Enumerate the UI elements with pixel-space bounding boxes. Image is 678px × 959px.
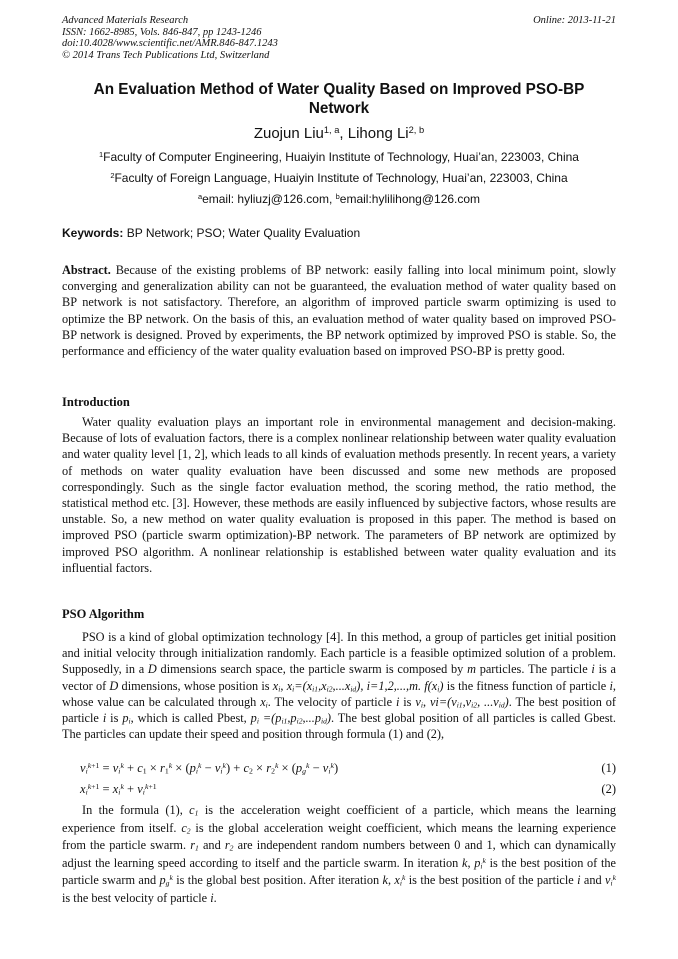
author-1-marks: 1, a bbox=[323, 124, 340, 135]
doi-line: doi:10.4028/www.scientific.net/AMR.846-847.1243 bbox=[62, 38, 278, 50]
keywords-label: Keywords: bbox=[62, 226, 124, 240]
email-a: email: hyliuzj@126.com, bbox=[202, 192, 336, 206]
equation-2-number: (2) bbox=[601, 782, 616, 796]
author-separator: , bbox=[339, 125, 348, 142]
introduction-paragraph: Water quality evaluation plays an important role in environmental management and decision-making. Because of lots of evaluation factors, there is a complex nonlinear relationship between water quality evaluation and water quality level [1, 2], which leads to all kinds of evaluation methods presently. In recent years, a variety of methods on water quality evaluation have been discussed and some new methods are proposed correspondingly. Such as the single factor evaluation method, the scoring method, the ratio method, the statistical method etc. [3]. However, these methods are easily influenced by subjective factors, whose results are unstable. So, a new method on water quality evaluation is proposed in this paper. The method is based on improved PSO (particle swarm optimization)-BP network. The parameters of BP network are optimized by improved PSO algorithm. A nonlinear relationship is established between water quality evaluation and its influential factors. bbox=[62, 415, 616, 575]
affiliation-1-mark: 1 bbox=[99, 149, 104, 159]
abstract bbox=[62, 262, 616, 359]
equation-2 bbox=[80, 782, 616, 798]
affiliation-1 bbox=[62, 150, 616, 165]
pso-paragraph-1: PSO is a kind of global optimization technology [4]. In this method, a group of particles get initial position and initial velocity through initialization randomly. Each particle is a feasible optimized solution of a problem. Supposedly, in a D dimensions search space, the particle swarm is composed by m particles. The particle i is a vector of D dimensions, whose position is $x_i$, $x_i=(x_{i1},x_{i2},...x_{id})$, i=1,2,...,m. $f(x_i)$ is the fitness function of particle i, whose value can be calculated through $x_i$. The velocity of particle i is $v_i$, $vi=(v_{i1},v_{i2}$, $...v_{id}$). The best position of particle i is $p_i$, which is called Pbest, $p_i =(p_{i1},p_{i2},...p_{id})$. The best global position of all particles is called Gbest. The particles can update their speed and position through formula (1) and (2), bbox=[62, 630, 616, 742]
affiliation-2-text: Faculty of Foreign Language, Huaiyin Institute of Technology, Huai’an, 223003, China bbox=[114, 171, 568, 185]
journal-name: Advanced Materials Research bbox=[62, 15, 189, 26]
affiliation-2-mark: 2 bbox=[110, 170, 115, 180]
email-b: email:hylilihong@126.com bbox=[339, 192, 481, 206]
abstract-label: Abstract. bbox=[62, 263, 111, 277]
equation-1-expression: $v_i^{k+1} = v_i^k + c_1 \times r_1^k \times (p_i^k - v_i^k) + c_2 \times r_2^k \times (p_g^k - v_i^k)$ bbox=[80, 760, 339, 776]
author-2-marks: 2, b bbox=[408, 124, 425, 135]
email-a-mark: a bbox=[197, 191, 203, 201]
equation-1 bbox=[80, 761, 616, 777]
keywords-text: BP Network; PSO; Water Quality Evaluation bbox=[123, 226, 361, 240]
copyright-line: © 2014 Trans Tech Publications Ltd, Switzerland bbox=[62, 49, 270, 61]
affiliation-1-text: Faculty of Computer Engineering, Huaiyin Institute of Technology, Huai’an, 223003, China bbox=[103, 150, 579, 164]
paper-title: An Evaluation Method of Water Quality Based on Improved PSO-BP Network bbox=[93, 81, 585, 117]
issn-line: ISSN: 1662-8985, Vols. 846-847, pp 1243-1246 bbox=[62, 26, 262, 38]
running-header bbox=[62, 15, 616, 61]
equation-1-number: (1) bbox=[601, 761, 616, 775]
email-line bbox=[62, 192, 616, 207]
pso-heading: PSO Algorithm bbox=[62, 607, 145, 621]
author-2: Lihong Li bbox=[347, 125, 409, 142]
introduction-heading: Introduction bbox=[62, 395, 130, 409]
pso-paragraph-2: In the formula (1), $c_1$ is the acceleration weight coefficient of a particle, which means the learning experience from itself. $c_2$ is the global acceleration weight coefficient, which means the learning experience from the particle swarm. $r_1$ and $r_2$ are independent random numbers between 0 and 1, which can dynamically adjust the learning speed according to itself and the particle swarm. In iteration k, $p_i^k$ is the best position of the particle swarm and $p_g^k$ is the global best position. After iteration k, $x_i^k$ is the best position of the particle i and $v_i^k$ is the best velocity of particle i. bbox=[62, 803, 617, 905]
abstract-text: Because of the existing problems of BP network: easily falling into local minimum point, slowly converging and generalization ability can not be guaranteed, the evaluation method of water quality based on BP network is not satisfactory. Therefore, an algorithm of improved particle swarm optimizing is used to optimize the BP network. On the basis of this, an evaluation method of water quality based on improved PSO-BP network is designed. Proved by experiments, the BP network optimized by improved PSO is stable. So, the performance and efficiency of the water quality evaluation based on improved PSO-BP is pretty good. bbox=[62, 263, 616, 359]
author-line bbox=[62, 125, 616, 143]
email-b-mark: b bbox=[335, 191, 340, 201]
author-1: Zuojun Liu bbox=[253, 125, 324, 142]
online-date: Online: 2013-11-21 bbox=[533, 15, 616, 26]
keywords bbox=[62, 226, 616, 241]
equation-2-expression: $x_i^{k+1} = x_i^k + v_i^{k+1}$ bbox=[80, 781, 157, 797]
affiliation-2 bbox=[62, 171, 616, 186]
